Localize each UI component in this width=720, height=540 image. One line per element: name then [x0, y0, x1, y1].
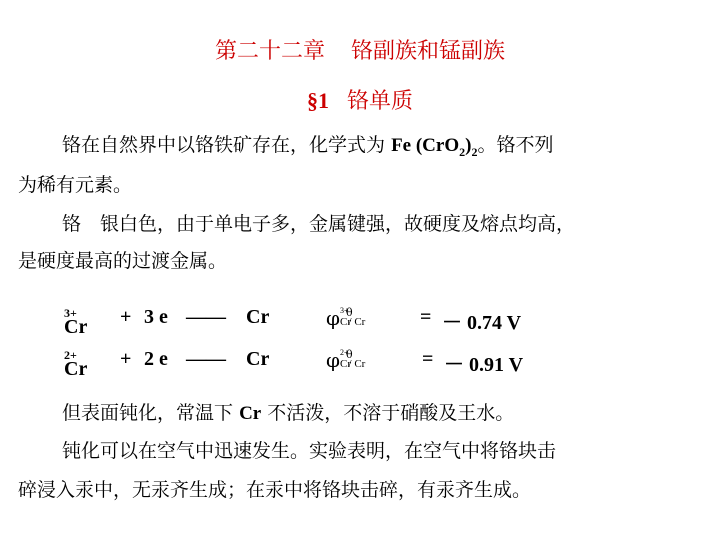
para3-cr: Cr: [239, 403, 262, 424]
chapter-number: 第二十二章: [214, 39, 325, 64]
eq2-ion: Cr: [64, 358, 88, 380]
eq1-charge: 3+: [64, 306, 77, 320]
eq1-value: － 0.74 V: [442, 312, 522, 334]
eq2-potential-symbol: [326, 338, 406, 378]
eq1-phi: φ: [326, 306, 341, 330]
formula-close: ): [465, 135, 472, 156]
chapter-title: [0, 34, 720, 65]
eq1-product: Cr: [246, 306, 270, 328]
chromite-formula: [391, 135, 478, 159]
eq2-dash: ——: [186, 348, 226, 370]
eq2-theta: θ: [346, 348, 353, 361]
eq1-dash: ——: [186, 306, 226, 328]
equation-cr3: [64, 296, 664, 336]
eq2-couple-rest: / Cr: [348, 358, 366, 370]
formula-sub1: 2: [459, 145, 466, 159]
eq2-value: － 0.91 V: [444, 354, 524, 376]
eq1-couple: [340, 306, 366, 328]
eq2-couple-charge: 2+: [340, 348, 349, 357]
eq2-electrons: 2 e: [144, 348, 168, 370]
section-name: 铬单质: [346, 89, 413, 114]
formula-sub2: 2: [471, 145, 478, 159]
eq2-reactant: [64, 348, 88, 380]
eq1-couple-rest: / Cr: [348, 316, 366, 328]
eq1-electrons: 3 e: [144, 306, 168, 328]
para3-line3: 碎浸入汞中，无汞齐生成；在汞中将铬块击碎，有汞齐生成。: [18, 479, 532, 501]
eq1-plus: +: [120, 306, 132, 328]
para3-line2: 钝化可以在空气中迅速发生。实验表明，在空气中将铬块击: [62, 440, 557, 462]
eq1-ion: Cr: [64, 316, 88, 338]
eq2-phi: φ: [326, 348, 341, 372]
section-mark: §1: [306, 88, 329, 113]
para2-line1: 铬 银白色，由于单电子多，金属键强，故硬度及熔点均高，: [62, 213, 576, 235]
eq1-theta: θ: [346, 306, 353, 319]
chapter-name: 铬副族和锰副族: [351, 39, 506, 64]
para1-tail: 。铬不列: [477, 134, 554, 156]
para2-line2: 是硬度最高的过渡金属。: [18, 250, 228, 272]
eq1-couple-ion: Cr: [340, 316, 351, 328]
para3-line1: [62, 400, 514, 427]
eq2-product: Cr: [246, 348, 270, 370]
formula-fe: Fe (CrO: [391, 135, 460, 156]
eq2-couple: [340, 348, 366, 370]
equation-cr2: [64, 338, 664, 378]
eq2-plus: +: [120, 348, 132, 370]
eq1-reactant: [64, 306, 88, 338]
eq1-potential-symbol: [326, 296, 406, 336]
para1-line1: [62, 132, 553, 165]
para3-post: 不活泼，不溶于硝酸及王水。: [267, 402, 515, 424]
para1-text: 铬在自然界中以铬铁矿存在，化学式为: [62, 134, 386, 156]
eq2-couple-ion: Cr: [340, 358, 351, 370]
section-title: [0, 84, 720, 115]
eq2-equals: =: [422, 348, 434, 370]
para1-line2: 为稀有元素。: [18, 174, 133, 196]
para3-pre: 但表面钝化，常温下: [62, 402, 234, 424]
eq1-equals: =: [420, 306, 432, 328]
eq2-charge: 2+: [64, 348, 77, 362]
eq1-couple-charge: 3+: [340, 306, 349, 315]
